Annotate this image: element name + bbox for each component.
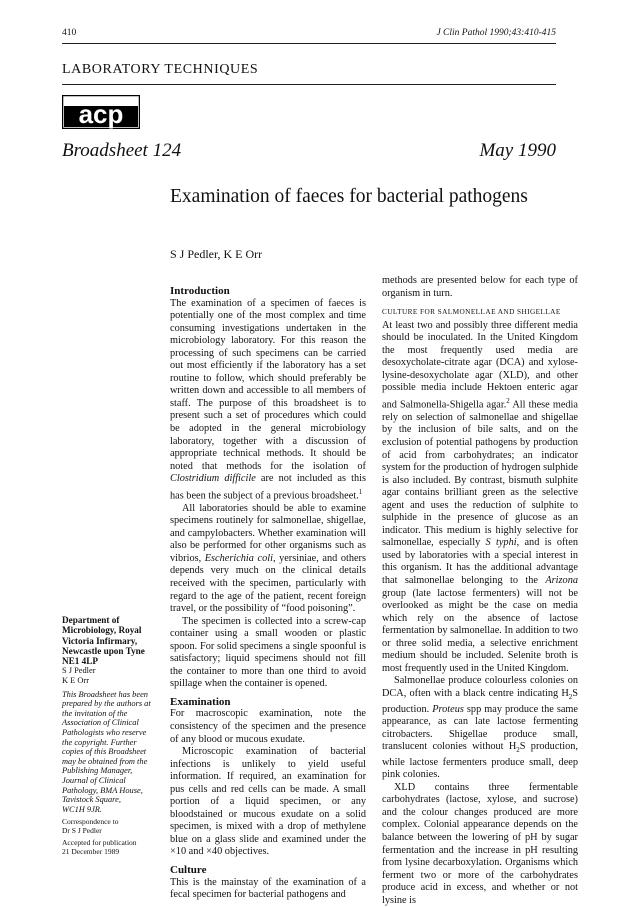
page-number: 410 [62, 28, 77, 38]
paragraph-intro-2: All laboratories should be able to examine specimens routinely for salmonellae, shigellae, and campylobacters. Whether examination will also be performed for other organisms such as vibrios, Escherichia coli, yersiniae, and others depends very much on the clinical details received with the specimen, particularly with regard to the age of the patient, recent foreign travel, or the possibility of “food poisoning”. [170, 502, 366, 615]
issue-date: May 1990 [479, 140, 556, 161]
heading-examination: Examination [170, 695, 231, 708]
paragraph-salm-3: XLD contains three fermentable carbohydrates (lactose, xylose, and sucrose) and the colour changes produced are more complex. Colonial appearance depends on the balance between the lowering of pH by sugar fermentation and the increase in pH resulting from lysine decarboxylation. Organisms which ferment two or more of the carbohydrates produce acid in excess, and whether or not lysine is [382, 781, 578, 906]
body-column-right [382, 275, 578, 907]
section-title: LABORATORY TECHNIQUES [62, 62, 259, 77]
correspondence: Correspondence to Dr S J Pedler [62, 817, 119, 835]
paragraph-intro-1: The examination of a specimen of faeces is potentially one of the most complex and time consuming investigations undertaken in the microbiology laboratory. For this reason the processing of such specimens can be carried out most efficiently if the laboratory has a set routine to follow, which should preferably be written down and accessible to all members of staff. The purpose of this broadsheet is to present such a set of procedures which could be adopted in the general microbiology laboratory, together with a discussion of appropriate technical methods. It should be noted that methods for the isolation of Clostridium difficile are not included as this has been the subject of a previous broadsheet.$^1$ [170, 297, 366, 502]
heading-introduction: Introduction [170, 285, 230, 297]
paragraph-culture-1: This is the mainstay of the examination of a fecal specimen for bacterial pathogens and [170, 876, 366, 901]
section-rule [62, 84, 556, 85]
copyright-note: This Broadsheet has been prepared by the authors at the invitation of the Association of Clinical Pathologists who reserve the copyright. Further copies of this Broadsheet may be obtained from the Publishing Manager, Journal of Clinical Pathology, BMA House, Tavistock Square, WC1H 9JR. [62, 689, 151, 814]
paragraph-salm-2: Salmonellae produce colourless colonies on DCA, often with a black centre indicating $H_2S$ production. Proteus spp may produce the same appearance, as can late lactose fermenting citrobacters. Shigellae produce small, translucent colonies without $H_2S$ production, while lactose fermenters produce small, deep pink colonies. [382, 675, 578, 781]
article-title: Examination of faeces for bacterial pathogens [170, 186, 528, 207]
author-affiliation: Department of Microbiology, Royal Victoria Infirmary, Newcastle upon Tyne NE1 4LP [62, 615, 145, 667]
paragraph-intro-3: The specimen is collected into a screw-cap container using a small wooden or plastic spoon. For solid specimens a single spoonful is satisfactory; liquid specimens should not fill the container to more than one third to avoid spillage when the container is opened. [170, 615, 366, 690]
header-rule [62, 43, 556, 44]
article-authors: S J Pedler, K E Orr [170, 247, 263, 261]
author-sidebar [62, 615, 170, 856]
paragraph-exam-1: For macroscopic examination, note the consistency of the specimen and the presence of any blood or mucous exudate. [170, 708, 366, 745]
acp-logo [62, 95, 140, 129]
body-column-left [170, 285, 366, 902]
broadsheet-number: Broadsheet 124 [62, 140, 182, 161]
journal-citation: J Clin Pathol 1990;43:410-415 [436, 28, 556, 38]
accepted-date: Accepted for publication 21 December 1989 [62, 838, 137, 856]
author-names: S J Pedler K E Orr [62, 666, 96, 686]
heading-culture: Culture [170, 864, 207, 877]
paragraph-salm-1: At least two and possibly three different media should be inoculated. In the United Kingdom the most frequently used media are desoxycholate-citrate agar (DCA) and xylose-lysine-desoxycholate agar (XLD), and other possible media include Hektoen enteric agar and Salmonella-Shigella agar.$^2$ All these media rely on selection of salmonellae and shigellae by the inclusion of bile salts, and on the exclusion of potential pathogens by production of acid from carbohydrates; an indicator system for the production of hydrogen sulphide is also included. By contrast, bismuth sulphite agar contains brilliant green as the selective agent and uses the reduction of sulphite to sulphide in the presence of glucose as an indicator. This medium is highly selective for salmonellae, especially S typhi, and is often used by laboratories with a special interest in this organism. It has the additional advantage that salmonellae belonging to the Arizona group (late lactose fermenters) will not be overlooked as might be the case on media which rely on the absence of lactose fermentation by salmonellae. In addition to two or three solid media, a selective enrichment medium should be included. Selenite broth is most frequently used in the United Kingdom. [382, 319, 578, 674]
logo-text: acp [78, 99, 124, 129]
paragraph-culture-cont: methods are presented below for each type of organism in turn. [382, 275, 578, 299]
heading-salmonellae-shigellae: CULTURE FOR SALMONELLAE AND SHIGELLAE [382, 307, 561, 317]
paragraph-exam-2: Microscopic examination of bacterial infections is unlikely to yield useful information. If required, an examination for pus cells and red cells can be made. A small portion of a liquid specimen, or any bloodstained or mucous exudate on a solid specimen, is mixed with a drop of methylene blue on a glass slide and examined under the ×10 and ×40 objectives. [170, 746, 366, 858]
